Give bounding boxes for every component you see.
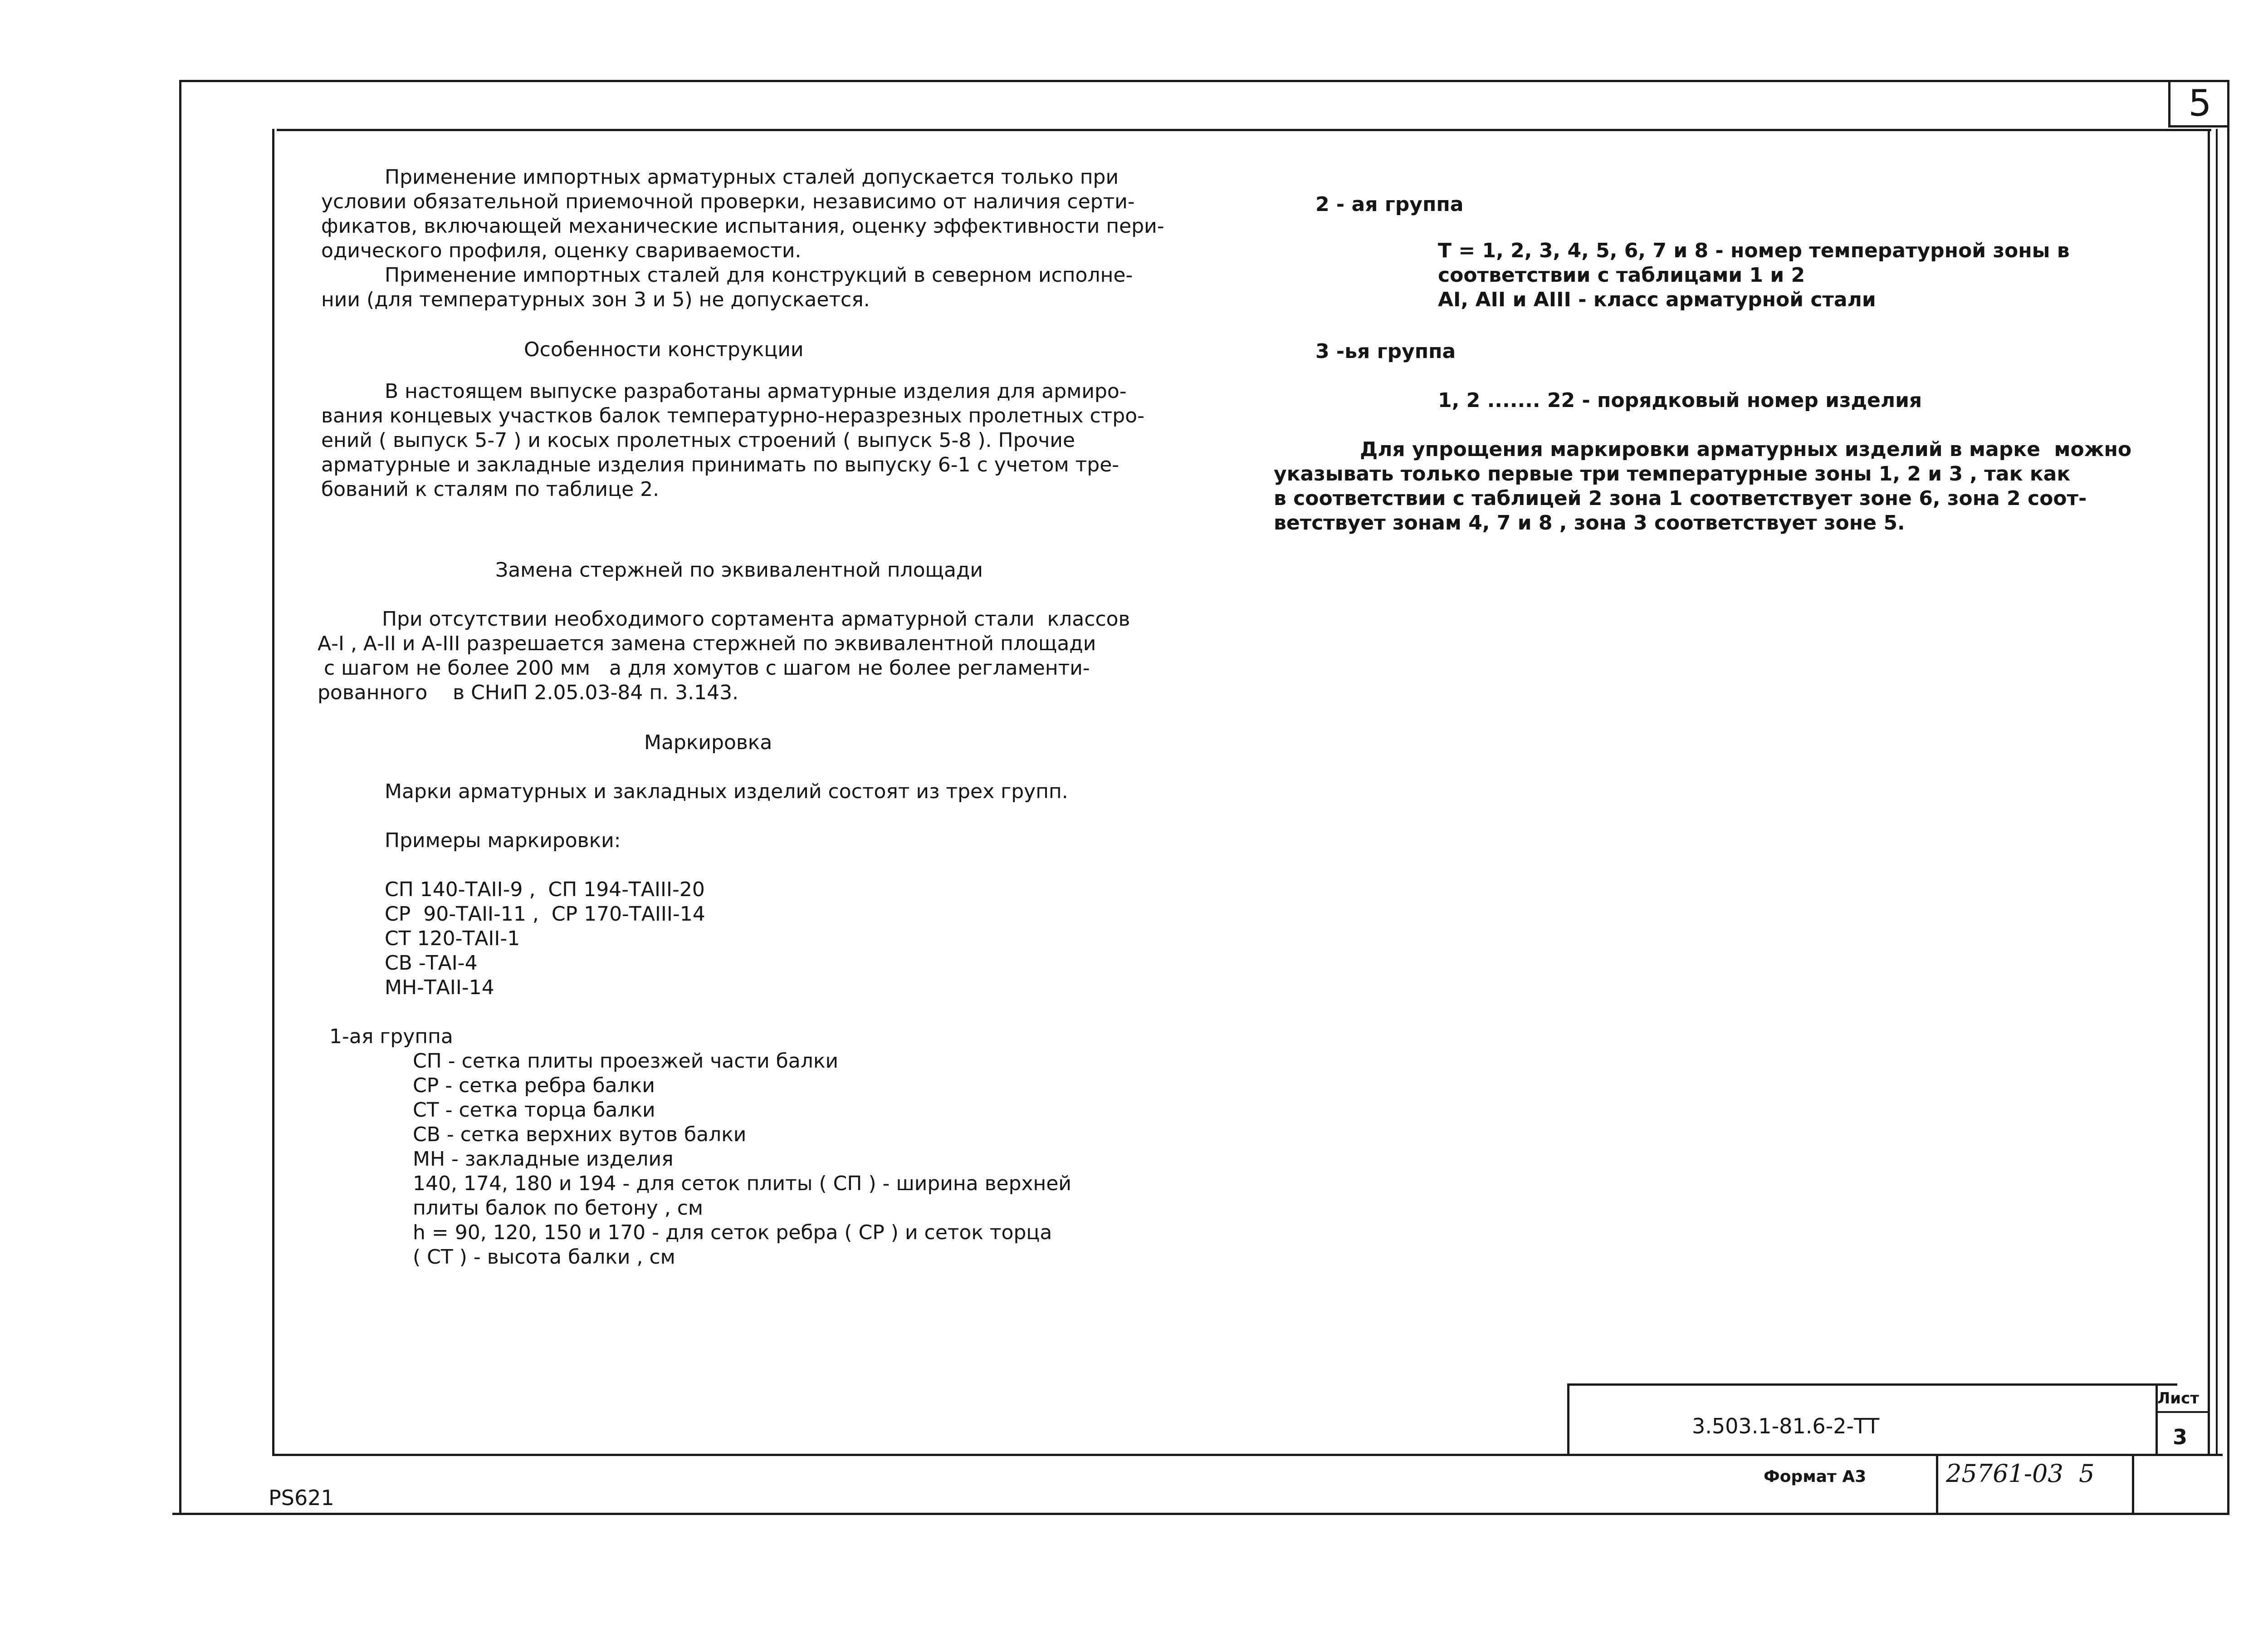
construction-paragraph [321, 379, 1144, 502]
corner-box-left [2168, 80, 2170, 127]
simplification-line: Для упрощения маркировки арматурных изделий в марке можно [1360, 438, 2132, 461]
replacement-paragraph [318, 607, 1130, 705]
group1-item: СВ - сетка верхних вутов балки [413, 1123, 747, 1146]
outer-frame-top [179, 80, 2229, 82]
inner-frame-right-outer [2216, 129, 2218, 1456]
replacement-line: А-I , А-II и А-III разрешается замена стержней по эквивалентной площади [318, 632, 1096, 655]
inner-frame-left [272, 129, 274, 1456]
sheet-label: Лист [2157, 1389, 2199, 1407]
title-block-left [1567, 1383, 1569, 1456]
example-line: СВ -ТАI-4 [385, 951, 478, 975]
group1-item: СР - сетка ребра балки [413, 1074, 655, 1097]
construction-line: вания концевых участков балок температурно-неразрезных пролетных стро- [321, 404, 1144, 427]
group1-label: 1-ая группа [329, 1025, 453, 1048]
group1-item: 140, 174, 180 и 194 - для сеток плиты ( СП ) - ширина верхней [413, 1172, 1071, 1195]
outer-frame-bottom [172, 1513, 2229, 1515]
replacement-heading: Замена стержней по эквивалентной площади [495, 559, 983, 582]
group1-list [413, 1049, 1071, 1270]
group1-item: СТ - сетка торца балки [413, 1098, 655, 1122]
group2-item: соответствии с таблицами 1 и 2 [1438, 264, 1805, 287]
format-label: Формат А3 [1764, 1467, 1867, 1486]
intro-line: одического профиля, оценку свариваемости. [321, 239, 802, 262]
intro-line: нии (для температурных зон 3 и 5) не допускается. [321, 288, 870, 311]
group1-item: МН - закладные изделия [413, 1147, 674, 1171]
group2-item: Т = 1, 2, 3, 4, 5, 6, 7 и 8 - номер температурной зоны в [1438, 239, 2070, 262]
group2-item: АI, АII и АIII - класс арматурной стали [1438, 288, 1876, 311]
replacement-line: с шагом не более 200 мм а для хомутов с шагом не более регламенти- [318, 657, 1090, 680]
group2-label: 2 - ая группа [1315, 193, 1464, 216]
construction-line: В настоящем выпуске разработаны арматурные изделия для армиро- [385, 380, 1127, 403]
example-line: СТ 120-ТАII-1 [385, 927, 520, 950]
group3-label: 3 -ья группа [1315, 340, 1456, 363]
intro-line: условии обязательной приемочной проверки, независимо от наличия серти- [321, 190, 1135, 213]
outer-frame-left [179, 80, 181, 1514]
construction-line: бований к сталям по таблице 2. [321, 478, 660, 501]
construction-heading: Особенности конструкции [524, 338, 804, 361]
inventory-number: 25761-03 5 [1946, 1459, 2095, 1488]
simplification-line: ветствует зонам 4, 7 и 8 , зона 3 соответствует зоне 5. [1274, 511, 1905, 534]
replacement-line: При отсутствии необходимого сортамента арматурной стали классов [382, 608, 1130, 631]
marking-examples [385, 878, 705, 1000]
sheet-cell-divider [2156, 1411, 2208, 1413]
group1-item: плиты балок по бетону , см [413, 1196, 704, 1220]
inner-frame-bottom [272, 1454, 2223, 1456]
document-designation: 3.503.1-81.6-2-ТТ [1692, 1414, 1880, 1438]
group1-item: ( СТ ) - высота балки , см [413, 1246, 675, 1269]
intro-paragraph [321, 165, 1164, 312]
title-block-top [1567, 1383, 2177, 1386]
group3-item: 1, 2 ....... 22 - порядковый номер изделия [1438, 389, 1922, 412]
simplification-line: в соответствии с таблицей 2 зона 1 соответствует зоне 6, зона 2 соот- [1274, 487, 2087, 510]
group1-item: СП - сетка плиты проезжей части балки [413, 1049, 839, 1073]
margin-code: PS621 [269, 1486, 334, 1510]
stamp-divider-2 [2132, 1456, 2134, 1515]
construction-line: ений ( выпуск 5-7 ) и косых пролетных строений ( выпуск 5-8 ). Прочие [321, 429, 1075, 452]
example-line: СР 90-ТАII-11 , СР 170-ТАIII-14 [385, 902, 705, 926]
construction-line: арматурные и закладные изделия принимать по выпуску 6-1 с учетом тре- [321, 453, 1119, 476]
example-line: МН-ТАII-14 [385, 976, 494, 999]
stamp-divider-1 [1936, 1456, 1938, 1515]
examples-label: Примеры маркировки: [385, 829, 621, 852]
replacement-line: рованного в СНиП 2.05.03-84 п. 3.143. [318, 681, 739, 704]
intro-line: фикатов, включающей механические испытания, оценку эффективности пери- [321, 215, 1164, 238]
inner-frame-top [277, 129, 2211, 131]
inner-frame-right [2208, 129, 2210, 1456]
marking-heading: Маркировка [644, 731, 772, 754]
outer-frame-right [2227, 80, 2229, 1515]
sheet-number: 3 [2173, 1425, 2188, 1449]
intro-line: Применение импортных арматурных сталей допускается только при [385, 166, 1119, 189]
group2-list [1438, 239, 2070, 312]
simplification-line: указывать только первые три температурные зоны 1, 2 и 3 , так как [1274, 462, 2071, 485]
sheet-corner-number: 5 [2188, 82, 2212, 124]
intro-line: Применение импортных сталей для конструкций в северном исполне- [385, 264, 1133, 287]
group1-item: h = 90, 120, 150 и 170 - для сеток ребра ( СР ) и сеток торца [413, 1221, 1052, 1244]
example-line: СП 140-ТАII-9 , СП 194-ТАIII-20 [385, 878, 705, 901]
simplification-paragraph [1274, 437, 2131, 535]
marking-intro: Марки арматурных и закладных изделий состоят из трех групп. [385, 780, 1068, 803]
